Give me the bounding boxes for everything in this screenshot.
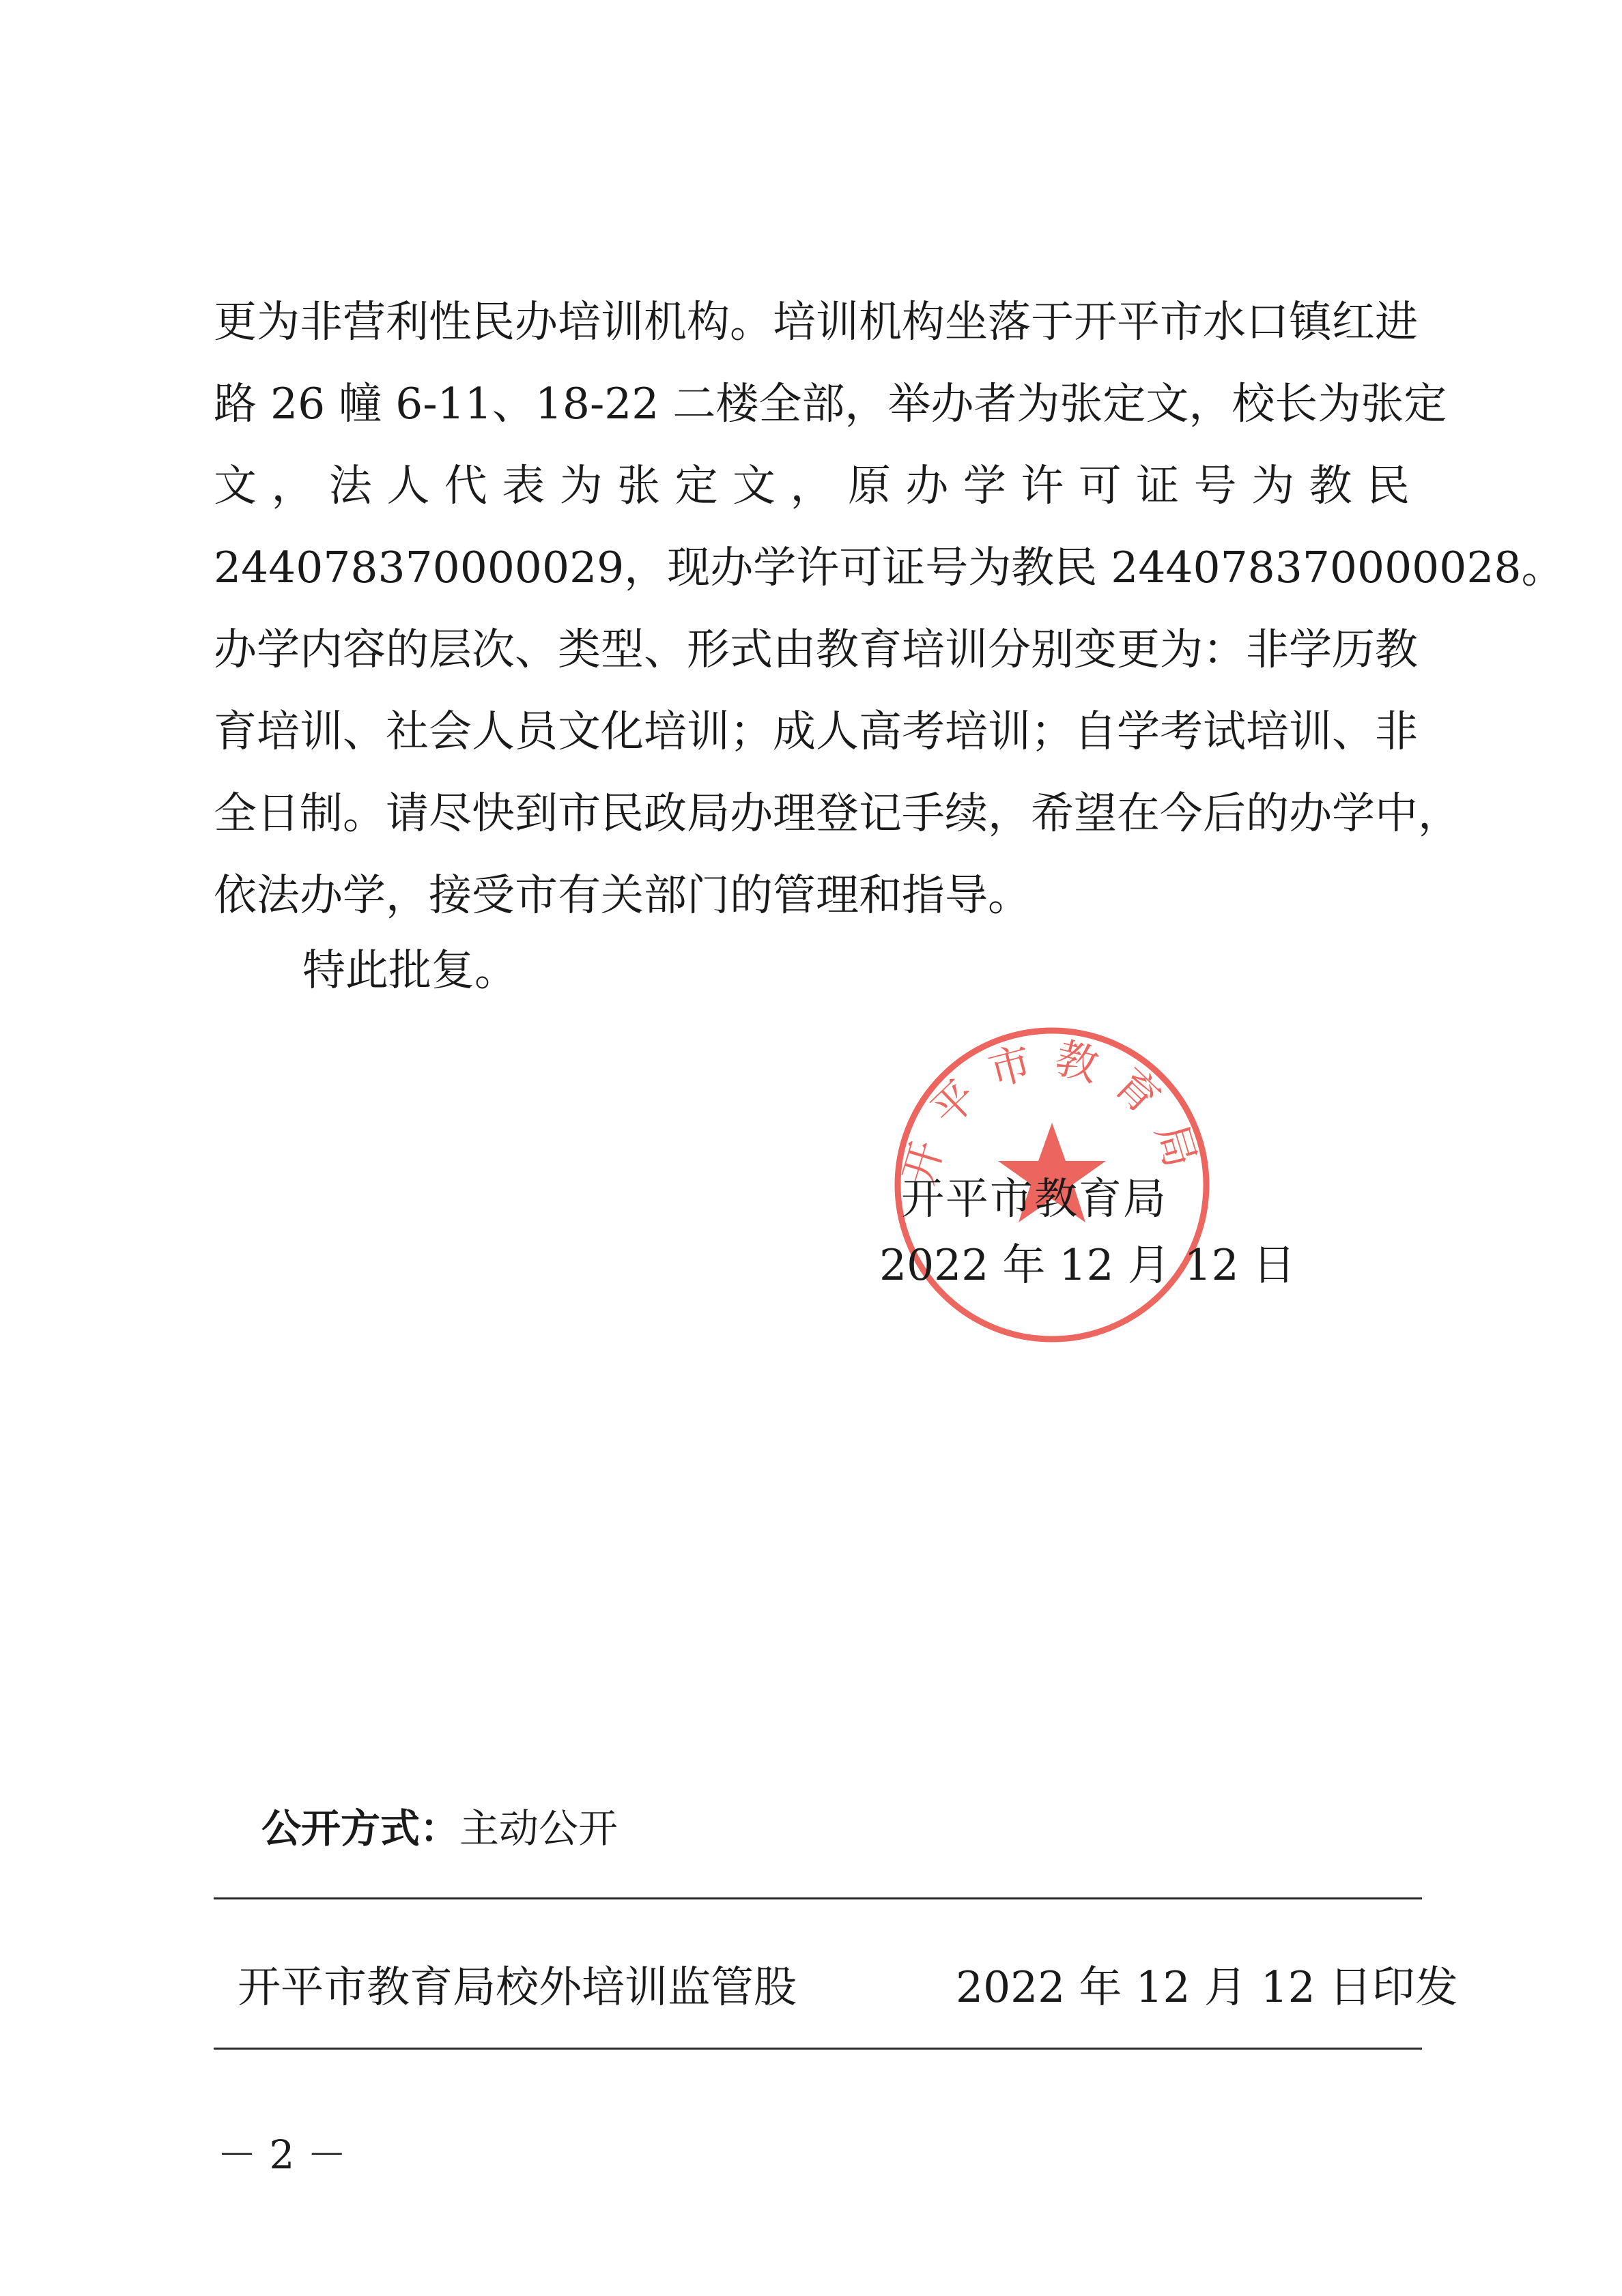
body-line-2: 路 26 幢 6-11、18-22 二楼全部，举办者为张定文，校长为张定: [214, 379, 1447, 429]
signature-issuer: 开平市教育局: [901, 1174, 1167, 1224]
body-line-1: 更为非营利性民办培训机构。培训机构坐落于开平市水口镇红进: [214, 297, 1418, 347]
body-line-7: 全日制。请尽快到市民政局办理登记手续，希望在今后的办学中，: [214, 788, 1461, 838]
body-line-6: 育培训、社会人员文化培训；成人高考培训；自学考试培训、非: [214, 706, 1418, 756]
footer-issue-date: 2022 年 12 月 12 日印发: [956, 1962, 1458, 2012]
disclosure-label: 公开方式：: [261, 1805, 460, 1852]
body-line-3: 文 ， 法 人 代 表 为 张 定 文 ， 原 办 学 许 可 证 号 为 教 民: [214, 461, 1410, 511]
body-line-4: 244078370000029，现办学许可证号为教民 244078370000028。: [214, 543, 1565, 592]
signature-date: 2022 年 12 月 12 日: [879, 1240, 1296, 1290]
footer-rule-top: [214, 1897, 1422, 1899]
disclosure-line: [261, 1805, 618, 1852]
footer-department: 开平市教育局校外培训监管股: [238, 1962, 797, 2012]
seal-text: 开平市教育局: [893, 1032, 1211, 1190]
footer-rule-bottom: [214, 2048, 1422, 2050]
page-number: － 2 －: [217, 2132, 347, 2178]
body-line-5: 办学内容的层次、类型、形式由教育培训分别变更为：非学历教: [214, 625, 1418, 674]
closing-remark: 特此批复。: [302, 945, 517, 995]
disclosure-value: 主动公开: [459, 1805, 618, 1852]
body-line-8: 依法办学，接受市有关部门的管理和指导。: [214, 870, 1031, 920]
